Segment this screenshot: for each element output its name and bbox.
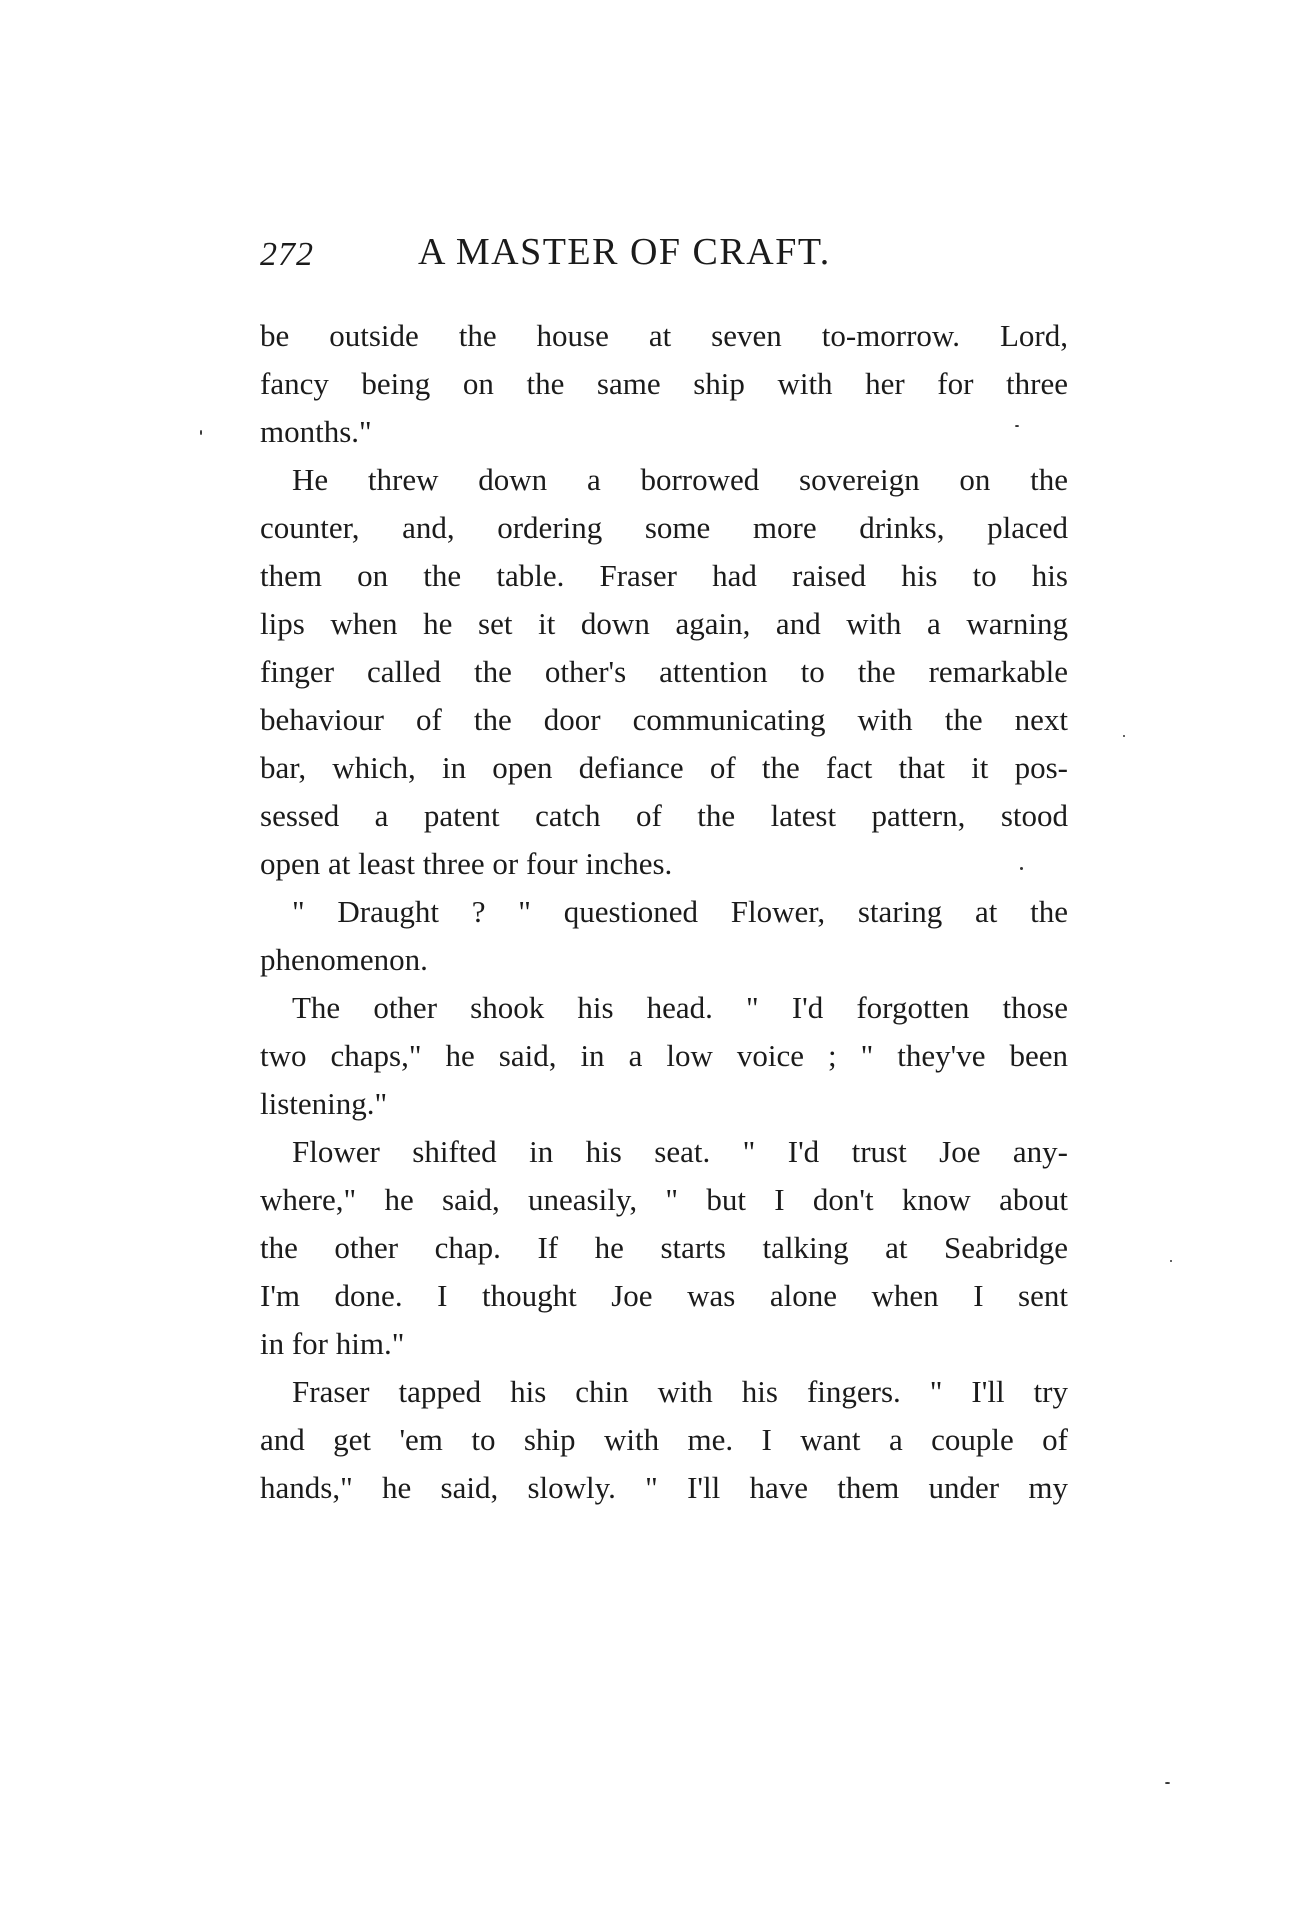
text-line: be outside the house at seven to-morrow. Lord, <box>260 318 1068 353</box>
text-line: in for him." <box>260 1326 405 1361</box>
text-line: and get 'em to ship with me. I want a couple of <box>260 1422 1068 1457</box>
text-line: The other shook his head. " I'd forgotten those <box>292 990 1068 1025</box>
text-line: the other chap. If he starts talking at Seabridge <box>260 1230 1068 1265</box>
text-line: where," he said, uneasily, " but I don't know about <box>260 1182 1068 1217</box>
text-line: Flower shifted in his seat. " I'd trust Joe any- <box>292 1134 1068 1169</box>
text-line: finger called the other's attention to the remarkable <box>260 654 1068 689</box>
paragraph <box>260 1128 1068 1368</box>
text-line: He threw down a borrowed sovereign on the <box>292 462 1068 497</box>
scan-speck <box>200 430 202 435</box>
text-line: Fraser tapped his chin with his fingers. " I'll try <box>292 1374 1068 1409</box>
text-line: behaviour of the door communicating with the next <box>260 702 1068 737</box>
paragraph <box>260 888 1068 984</box>
text-line: bar, which, in open defiance of the fact that it pos- <box>260 750 1068 785</box>
page-content <box>260 230 1068 1512</box>
scan-speck <box>1123 735 1125 737</box>
scan-speck <box>1020 867 1023 870</box>
text-line: sessed a patent catch of the latest pattern, stood <box>260 798 1068 833</box>
text-line: " Draught ? " questioned Flower, staring at the <box>292 894 1068 929</box>
text-line: them on the table. Fraser had raised his to his <box>260 558 1068 593</box>
body-text <box>260 312 1068 1512</box>
text-line: open at least three or four inches. <box>260 846 673 881</box>
paragraph <box>260 1368 1068 1512</box>
text-line: lips when he set it down again, and with a warning <box>260 606 1068 641</box>
book-title: A MASTER OF CRAFT. <box>418 231 831 273</box>
text-line: fancy being on the same ship with her for three <box>260 366 1068 401</box>
text-line: two chaps," he said, in a low voice ; " they've been <box>260 1038 1068 1073</box>
text-line: I'm done. I thought Joe was alone when I sent <box>260 1278 1068 1313</box>
text-line: months." <box>260 414 372 449</box>
text-line: counter, and, ordering some more drinks, placed <box>260 510 1068 545</box>
paragraph <box>260 312 1068 456</box>
text-line: hands," he said, slowly. " I'll have them under my <box>260 1470 1068 1505</box>
scan-speck <box>1015 425 1019 427</box>
paragraph <box>260 984 1068 1128</box>
scan-speck <box>1165 1782 1170 1784</box>
page-number: 272 <box>260 236 314 273</box>
text-line: listening." <box>260 1086 388 1121</box>
text-line: phenomenon. <box>260 942 428 977</box>
paragraph <box>260 456 1068 888</box>
running-head <box>260 230 1068 288</box>
scan-speck <box>1170 1260 1172 1262</box>
